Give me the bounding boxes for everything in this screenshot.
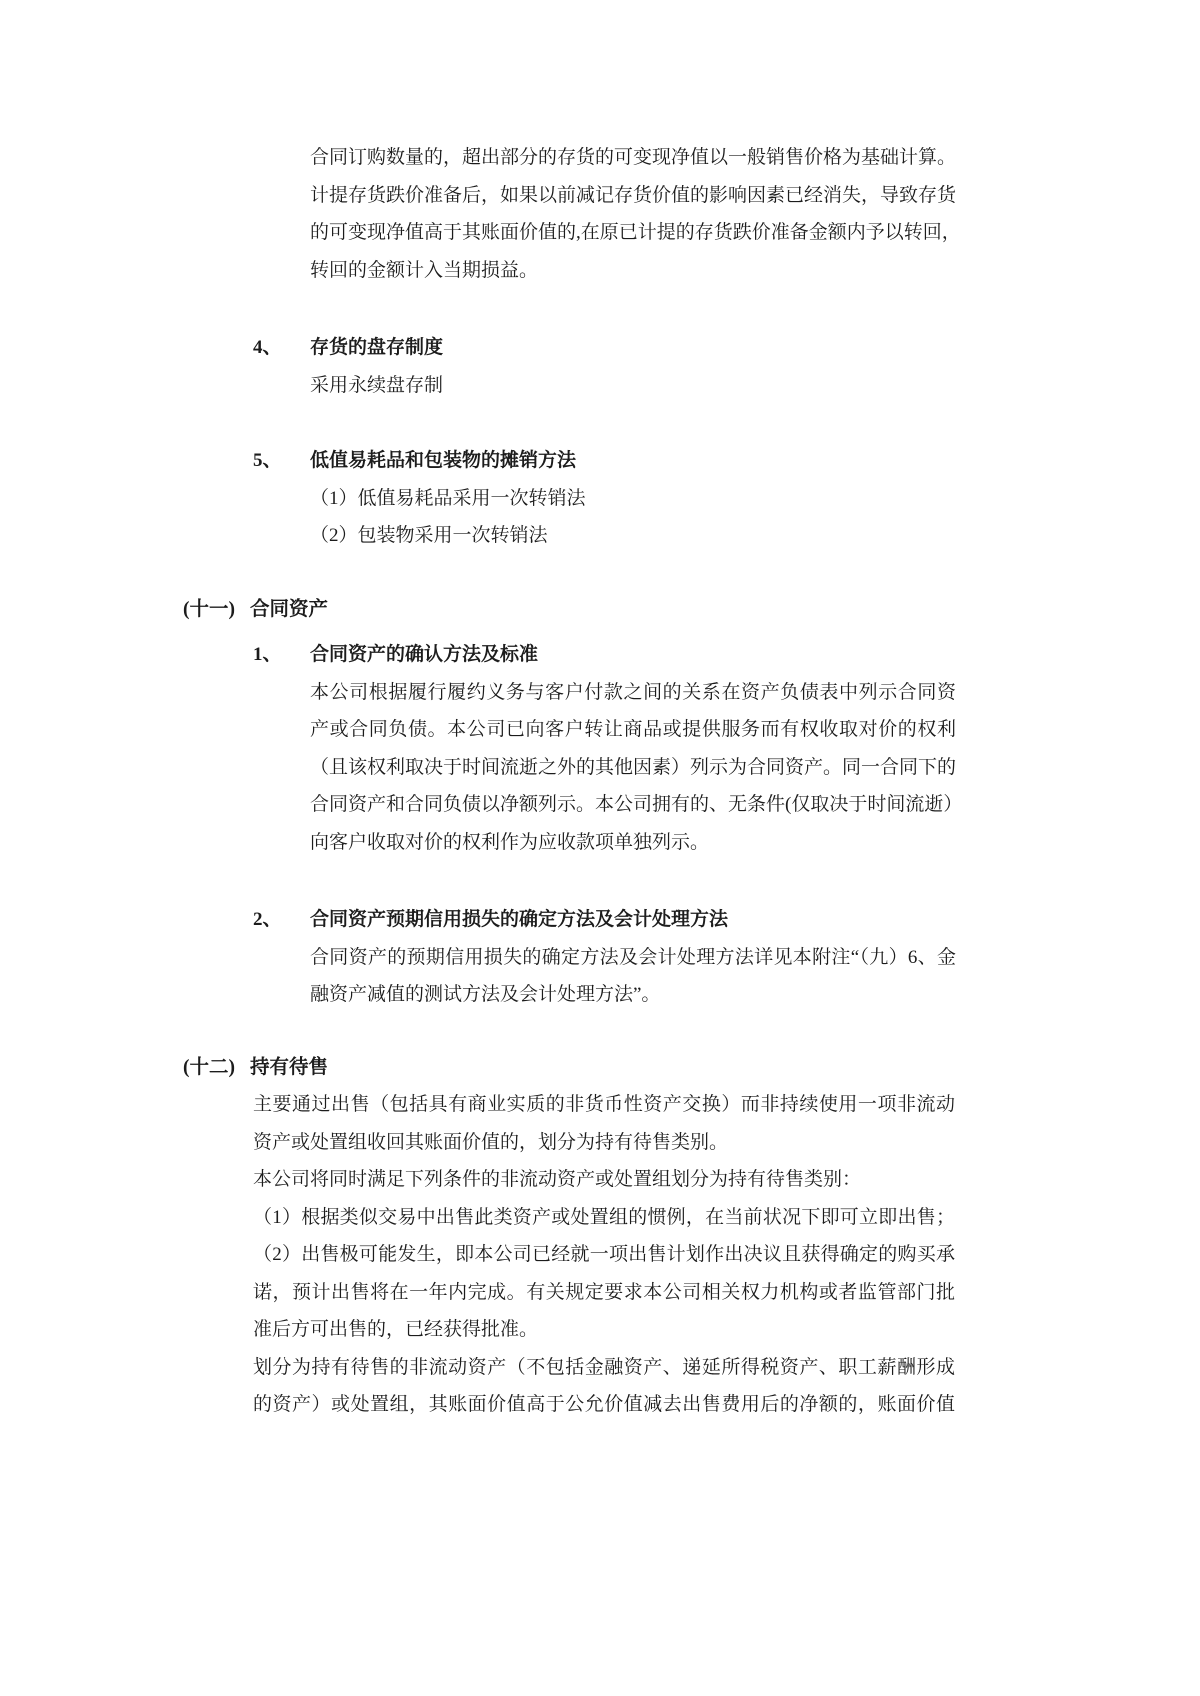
section11-item1-body xyxy=(310,674,963,862)
text-line: 转回的金额计入当期损益。 xyxy=(310,259,539,281)
section12-paragraph2 xyxy=(253,1161,955,1199)
text-line: 资产或处置组收回其账面价值的，划分为持有待售类别。 xyxy=(253,1131,729,1153)
text-line: 诺，预计出售将在一年内完成。有关规定要求本公司相关权力机构或者监管部门批 xyxy=(253,1281,955,1303)
text-line: 产或合同负债。本公司已向客户转让商品或提供服务而有权收取对价的权利 xyxy=(310,719,956,740)
text-line: 采用永续盘存制 xyxy=(310,374,444,396)
text-line: 本公司将同时满足下列条件的非流动资产或处置组划分为持有待售类别： xyxy=(253,1169,862,1190)
item4-number: 4、 xyxy=(253,337,282,358)
section12-heading xyxy=(183,1049,1200,1087)
text-line: 的资产）或处置组，其账面价值高于公允价值减去出售费用后的净额的，账面价值 xyxy=(253,1394,955,1415)
section12-paragraph4 xyxy=(253,1236,955,1349)
item4-body xyxy=(310,367,956,405)
text-line: 主要通过出售（包括具有商业实质的非货币性资产交换）而非持续使用一项非流动 xyxy=(253,1094,955,1115)
text-line: 划分为持有待售的非流动资产（不包括金融资产、递延所得税资产、职工薪酬形成 xyxy=(253,1356,955,1378)
item5-heading xyxy=(253,442,1200,480)
text-line: （1）低值易耗品采用一次转销法 xyxy=(310,487,586,509)
section11-item2-number: 2、 xyxy=(253,909,282,930)
intro-paragraph xyxy=(310,139,961,289)
section12-label: (十二) xyxy=(183,1056,235,1078)
section11-item2-heading xyxy=(253,901,1200,939)
section11-heading xyxy=(183,591,1200,629)
item4-title: 存货的盘存制度 xyxy=(310,337,444,358)
item4-heading xyxy=(253,329,1200,367)
section11-item2-title: 合同资产预期信用损失的确定方法及会计处理方法 xyxy=(310,909,729,930)
section11-label: (十一) xyxy=(183,598,235,620)
item5-number: 5、 xyxy=(253,450,282,471)
text-line: 融资产减值的测试方法及会计处理方法”。 xyxy=(310,984,661,1005)
section11-title: 合同资产 xyxy=(250,598,329,620)
section12-paragraph1 xyxy=(253,1086,955,1161)
text-line: （2）包装物采用一次转销法 xyxy=(310,525,548,546)
item5-body xyxy=(310,480,956,555)
text-line: 计提存货跌价准备后，如果以前减记存货价值的影响因素已经消失，导致存货 xyxy=(310,184,957,206)
text-line: 合同资产和合同负债以净额列示。本公司拥有的、无条件(仅取决于时间流逝） xyxy=(310,794,963,815)
section11-item2-body xyxy=(310,939,956,1014)
text-line: （1）根据类似交易中出售此类资产或处置组的惯例，在当前状况下即可立即出售； xyxy=(253,1206,955,1228)
section11-item1-heading xyxy=(253,636,1200,674)
section11-item1-number: 1、 xyxy=(253,644,282,665)
text-line: 合同资产的预期信用损失的确定方法及会计处理方法详见本附注“（九）6、金 xyxy=(310,946,956,968)
text-line: 的可变现净值高于其账面价值的,在原已计提的存货跌价准备金额内予以转回， xyxy=(310,222,961,243)
section12-paragraph3 xyxy=(253,1199,955,1237)
text-line: 合同订购数量的，超出部分的存货的可变现净值以一般销售价格为基础计算。 xyxy=(310,147,957,168)
section12-title: 持有待售 xyxy=(250,1056,329,1078)
item5-title: 低值易耗品和包装物的摊销方法 xyxy=(310,450,577,471)
text-line: 本公司根据履行履约义务与客户付款之间的关系在资产负债表中列示合同资 xyxy=(310,681,956,703)
text-line: （且该权利取决于时间流逝之外的其他因素）列示为合同资产。同一合同下的 xyxy=(310,756,957,778)
text-line: 向客户收取对价的权利作为应收款项单独列示。 xyxy=(310,831,710,853)
text-line: 准后方可出售的，已经获得批准。 xyxy=(253,1319,539,1340)
section12-paragraph5 xyxy=(253,1349,955,1424)
section11-item1-title: 合同资产的确认方法及标准 xyxy=(310,644,539,665)
text-line: （2）出售极可能发生，即本公司已经就一项出售计划作出决议且获得确定的购买承 xyxy=(253,1244,955,1265)
